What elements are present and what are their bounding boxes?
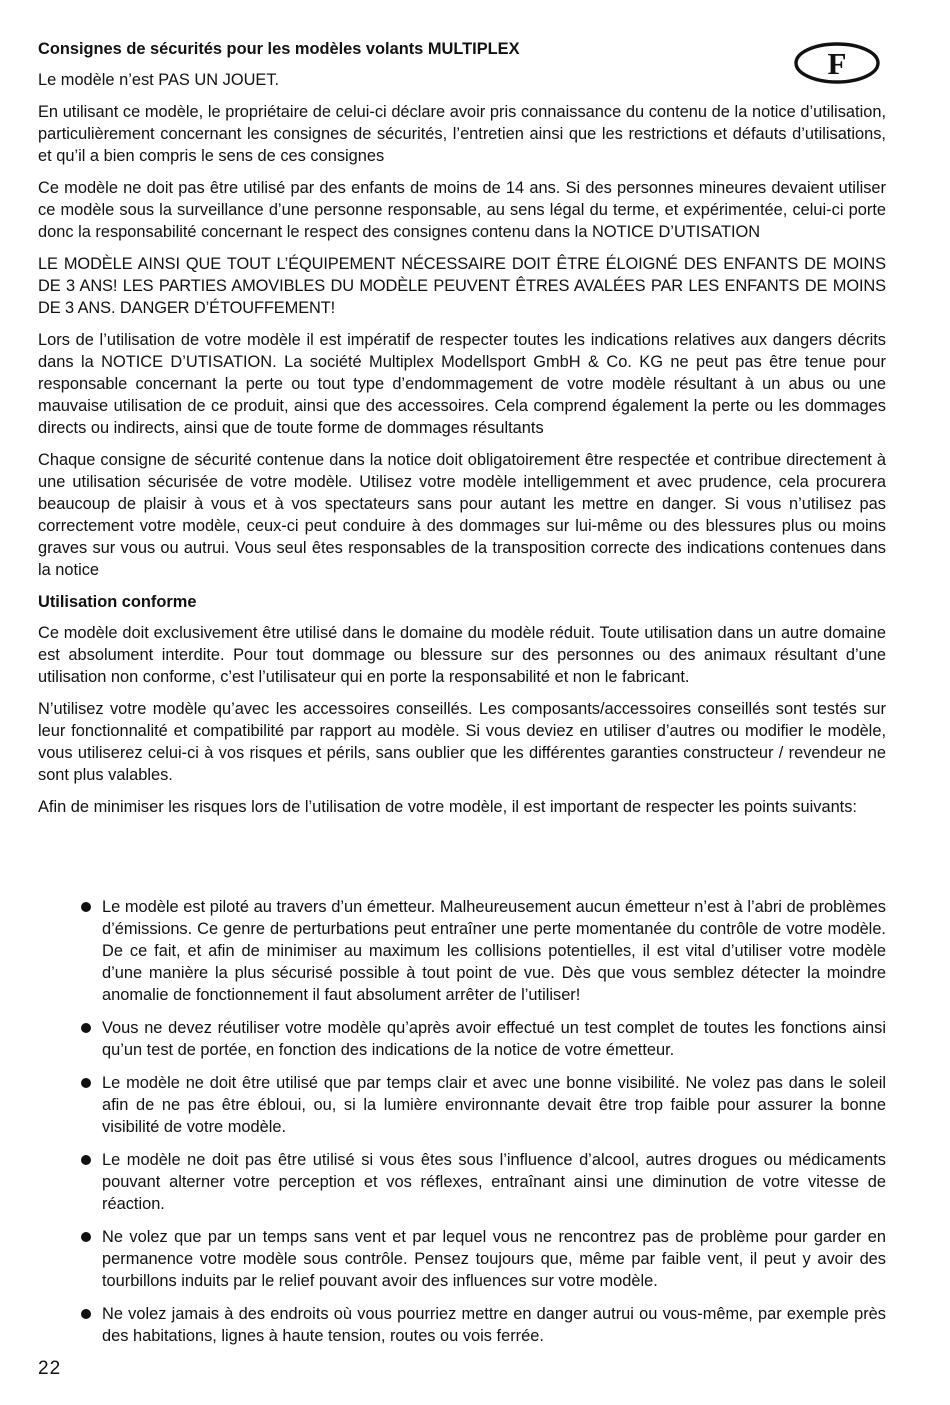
- bullet-icon: [81, 1232, 91, 1242]
- page-number: 22: [38, 1358, 62, 1379]
- list-item: Ne volez que par un temps sans vent et par lequel vous ne rencontrez pas de problème pour garder en permanence votre modèle sous contrôle. Pensez toujours que, même par faible vent, il peut y avoir des tourbillons induits par le relief pouvant avoir des influences sur votre modèle.: [38, 1226, 886, 1292]
- bullet-icon: [81, 902, 91, 912]
- paragraph-not-a-toy: Le modèle n’est PAS UN JOUET.: [38, 71, 280, 89]
- paragraph-safety-compliance: Chaque consigne de sécurité contenue dans la notice doit obligatoirement être respectée et contribue directement à une utilisation sécurisée de votre modèle. Utilisez votre modèle intelligemment et avec prudence, cela procurera beaucoup de plaisir à vous et à vos spectateurs sans pour autant les mettre en danger. Si vous n’utilisez pas correctement votre modèle, ceux-ci peut conduire à des dommages sur lui-même ou des blessures plus ou moins graves sur vous ou autrui. Vous seul êtes responsables de la transposition correcte des indications contenues dans la notice: [38, 451, 886, 579]
- list-item: Vous ne devez réutiliser votre modèle qu’après avoir effectué un test complet de toutes les fonctions ainsi qu’un test de portée, en fonction des indications de la notice de votre émetteur.: [38, 1017, 886, 1061]
- paragraph-owner-declaration: En utilisant ce modèle, le propriétaire de celui-ci déclare avoir pris connaissance du contenu de la notice d’utilisation, particulièrement concernant les consignes de sécurités, l’entretien ainsi que les restrictions et défauts d’utilisations, et qu’il a bien compris le sens de ces consignes: [38, 103, 886, 165]
- paragraph-minimize-risks: Afin de minimiser les risques lors de l’utilisation de votre modèle, il est important de respecter les points suivants:: [38, 798, 857, 816]
- section-heading-intended-use: Utilisation conforme: [38, 593, 197, 611]
- list-item: Ne volez jamais à des endroits où vous pourriez mettre en danger autrui ou vous-même, par exemple près des habitations, lignes à haute tension, routes ou vois ferrée.: [38, 1303, 886, 1347]
- bullet-icon: [81, 1078, 91, 1088]
- paragraph-intended-use: Ce modèle doit exclusivement être utilisé dans le domaine du modèle réduit. Toute utilisation dans un autre domaine est absolument interdite. Pour tout dommage ou blessure sur des personnes ou des animaux résultant d’une utilisation non conforme, c’est l’utilisateur qui en porte la responsabilité et non le fabricant.: [38, 624, 886, 686]
- bullet-icon: [81, 1155, 91, 1165]
- paragraph-liability: Lors de l’utilisation de votre modèle il est impératif de respecter toutes les indications relatives aux dangers décrits dans la NOTICE D’UTISATION. La société Multiplex Modellsport GmbH & Co. KG ne peut pas être tenue pour responsable concernant la perte ou tout type d’endommagement de votre modèle résultant à un abus ou une mauvaise utilisation de ce produit, ainsi que des accessoires. Cela comprend également la perte ou les dommages directs ou indirects, ainsi que de toute forme de dommages résultants: [38, 331, 886, 437]
- paragraph-choking-warning: LE MODÈLE AINSI QUE TOUT L’ÉQUIPEMENT NÉCESSAIRE DOIT ÊTRE ÉLOIGNÉ DES ENFANTS DE MOINS DE 3 ANS! LES PARTIES AMOVIBLES DU MODÈLE PEUVENT ÊTRES AVALÉES PAR LES ENFANTS DE MOINS DE 3 ANS. DANGER D’ÉTOUFFEMENT!: [38, 255, 886, 317]
- list-item: Le modèle ne doit être utilisé que par temps clair et avec une bonne visibilité. Ne volez pas dans le soleil afin de ne pas être ébloui, ou, si la lumière environnante devait être trop faible pour assurer la bonne visibilité de votre modèle.: [38, 1072, 886, 1138]
- bullet-icon: [81, 1309, 91, 1319]
- bullet-icon: [81, 1023, 91, 1033]
- paragraph-age-restriction: Ce modèle ne doit pas être utilisé par des enfants de moins de 14 ans. Si des personnes mineures devaient utiliser ce modèle sous la surveillance d’une personne responsable, au sens légal du terme, et expérimentée, celui-ci porte donc la responsabilité concernant le respect des consignes contenu dans la NOTICE D’UTISATION: [38, 179, 886, 241]
- list-item: Le modèle est piloté au travers d’un émetteur. Malheureusement aucun émetteur n’est à l’abri de problèmes d’émissions. Ce genre de perturbations peut entraîner une perte momentanée du contrôle de votre modèle. De ce fait, et afin de minimiser au maximum les collisions potentielles, il est vital d’utiliser votre modèle d’une manière la plus sécurisé possible à tout point de vue. Dès que vous semblez détecter la moindre anomalie de fonctionnement il faut absolument arrêter de l’utiliser!: [38, 896, 886, 1006]
- language-badge-letter: F: [827, 46, 847, 81]
- safety-points-list: [38, 896, 886, 1358]
- document-body: [38, 38, 886, 828]
- page-title: Consignes de sécurités pour les modèles volants MULTIPLEX: [38, 40, 520, 58]
- paragraph-accessories: N’utilisez votre modèle qu’avec les accessoires conseillés. Les composants/accessoires conseillés sont testés sur leur fonctionnalité et compatibilité par rapport au modèle. Si vous deviez en utiliser d’autres ou modifier le modèle, vous utiliserez celui-ci à vos risques et périls, sans oublier que les différentes garanties constructeur / revendeur ne sont plus valables.: [38, 700, 886, 784]
- list-item: Le modèle ne doit pas être utilisé si vous êtes sous l’influence d’alcool, autres drogues ou médicaments pouvant alterner votre perception et vos réflexes, entraînant ainsi une diminution de votre vitesse de réaction.: [38, 1149, 886, 1215]
